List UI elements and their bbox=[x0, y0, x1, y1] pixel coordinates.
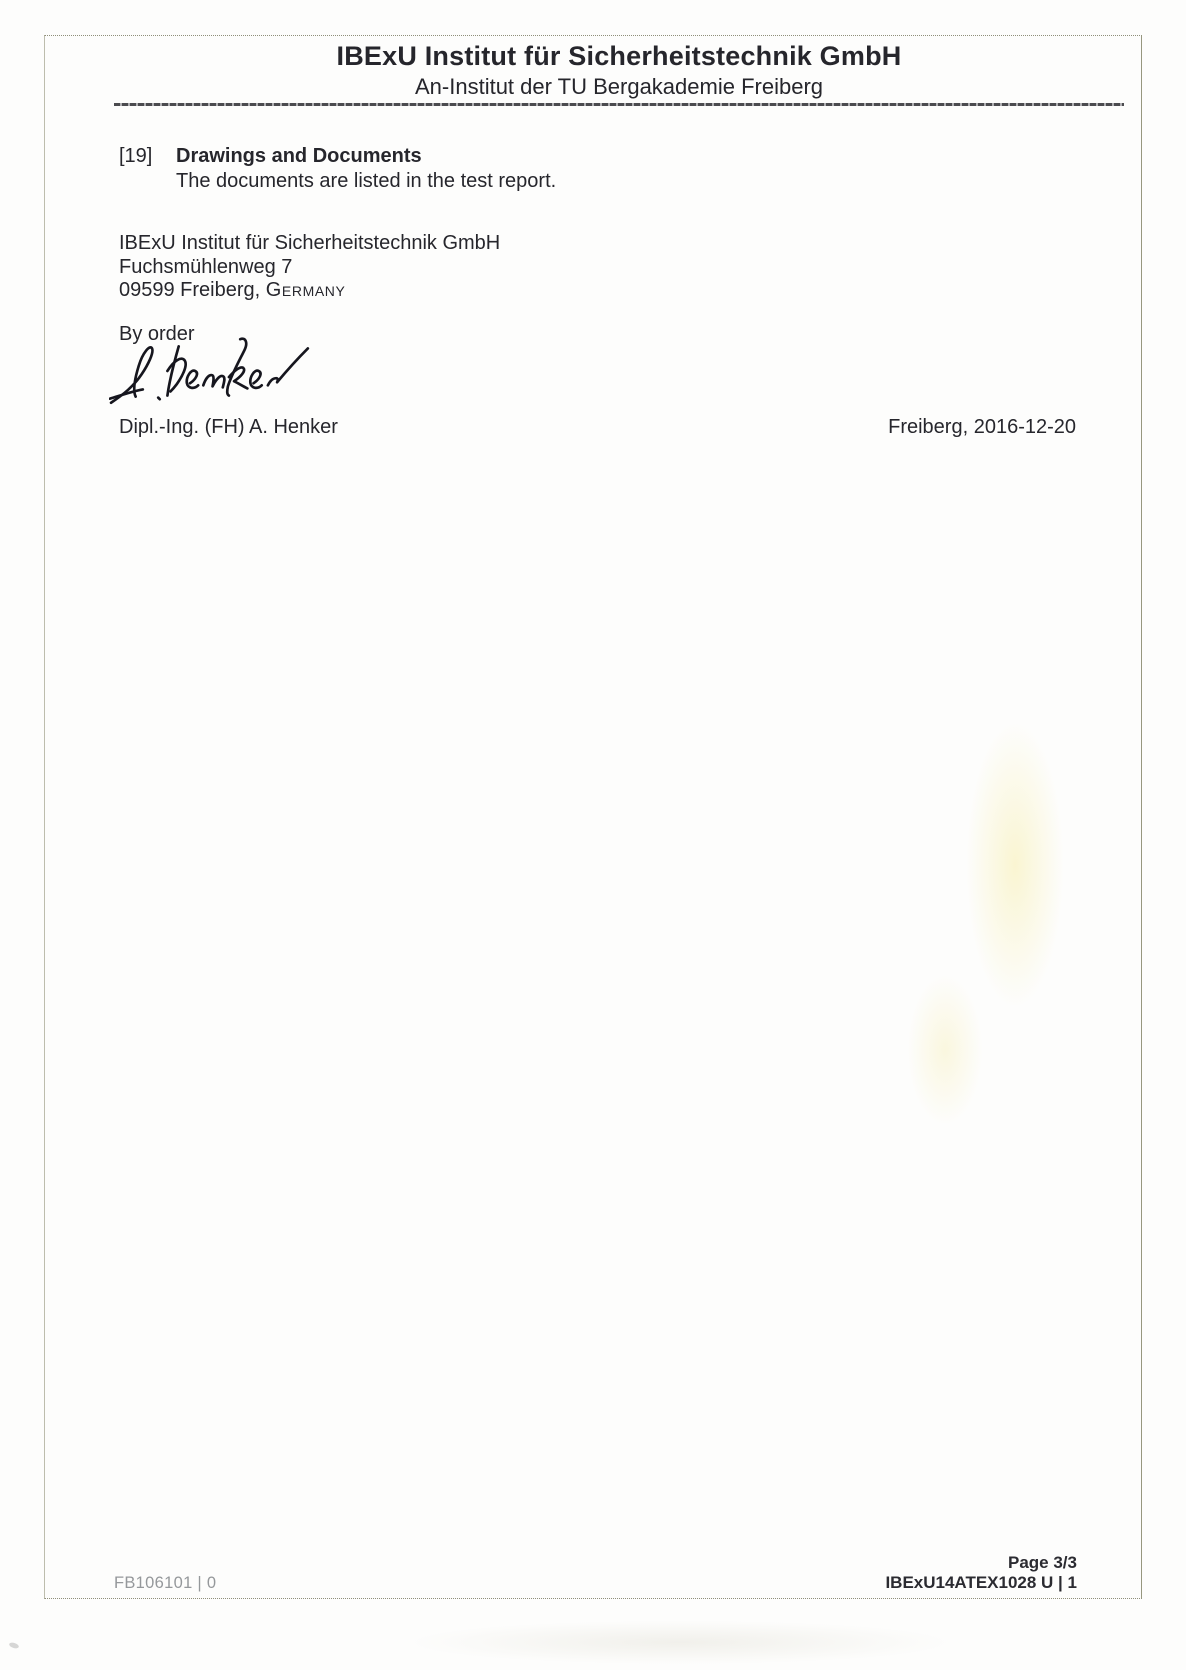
document-page bbox=[44, 35, 1142, 1599]
address-line-2: Fuchsmühlenweg 7 bbox=[119, 255, 293, 278]
section-content bbox=[176, 144, 556, 193]
form-code: FB106101 | 0 bbox=[114, 1574, 217, 1592]
section-heading: Drawings and Documents bbox=[176, 145, 422, 167]
page-footer bbox=[114, 1553, 1077, 1593]
org-subtitle: An-Institut der TU Bergakademie Freiberg bbox=[415, 74, 823, 99]
by-order-label: By order bbox=[119, 323, 195, 345]
section-number: [19] bbox=[119, 145, 153, 167]
handwritten-signature-image bbox=[109, 335, 314, 409]
certificate-reference: IBExU14ATEX1028 U | 1 bbox=[885, 1573, 1077, 1592]
place-and-date: Freiberg, 2016-12-20 bbox=[888, 416, 1076, 438]
signatory-name: Dipl.-Ing. (FH) A. Henker bbox=[119, 416, 338, 438]
section-19-drawings-and-documents bbox=[119, 144, 556, 193]
page-number: Page 3/3 bbox=[1008, 1553, 1077, 1572]
header-rule bbox=[114, 103, 1124, 106]
footer-reference-block bbox=[885, 1553, 1077, 1593]
section-body-text: The documents are listed in the test report. bbox=[176, 170, 557, 192]
scan-speck bbox=[8, 1642, 19, 1650]
address-line-1: IBExU Institut für Sicherheitstechnik GmbH bbox=[119, 232, 501, 254]
address-city: 09599 Freiberg, bbox=[119, 279, 266, 302]
signature-line bbox=[119, 416, 1076, 439]
scan-artifact-bottom bbox=[340, 1615, 1020, 1670]
address-country: Germany bbox=[265, 279, 346, 302]
org-title: IBExU Institut für Sicherheitstechnik GmbH bbox=[336, 41, 902, 71]
address-line-3 bbox=[119, 279, 500, 303]
letterhead bbox=[114, 41, 1124, 106]
institute-address-block bbox=[119, 232, 500, 303]
